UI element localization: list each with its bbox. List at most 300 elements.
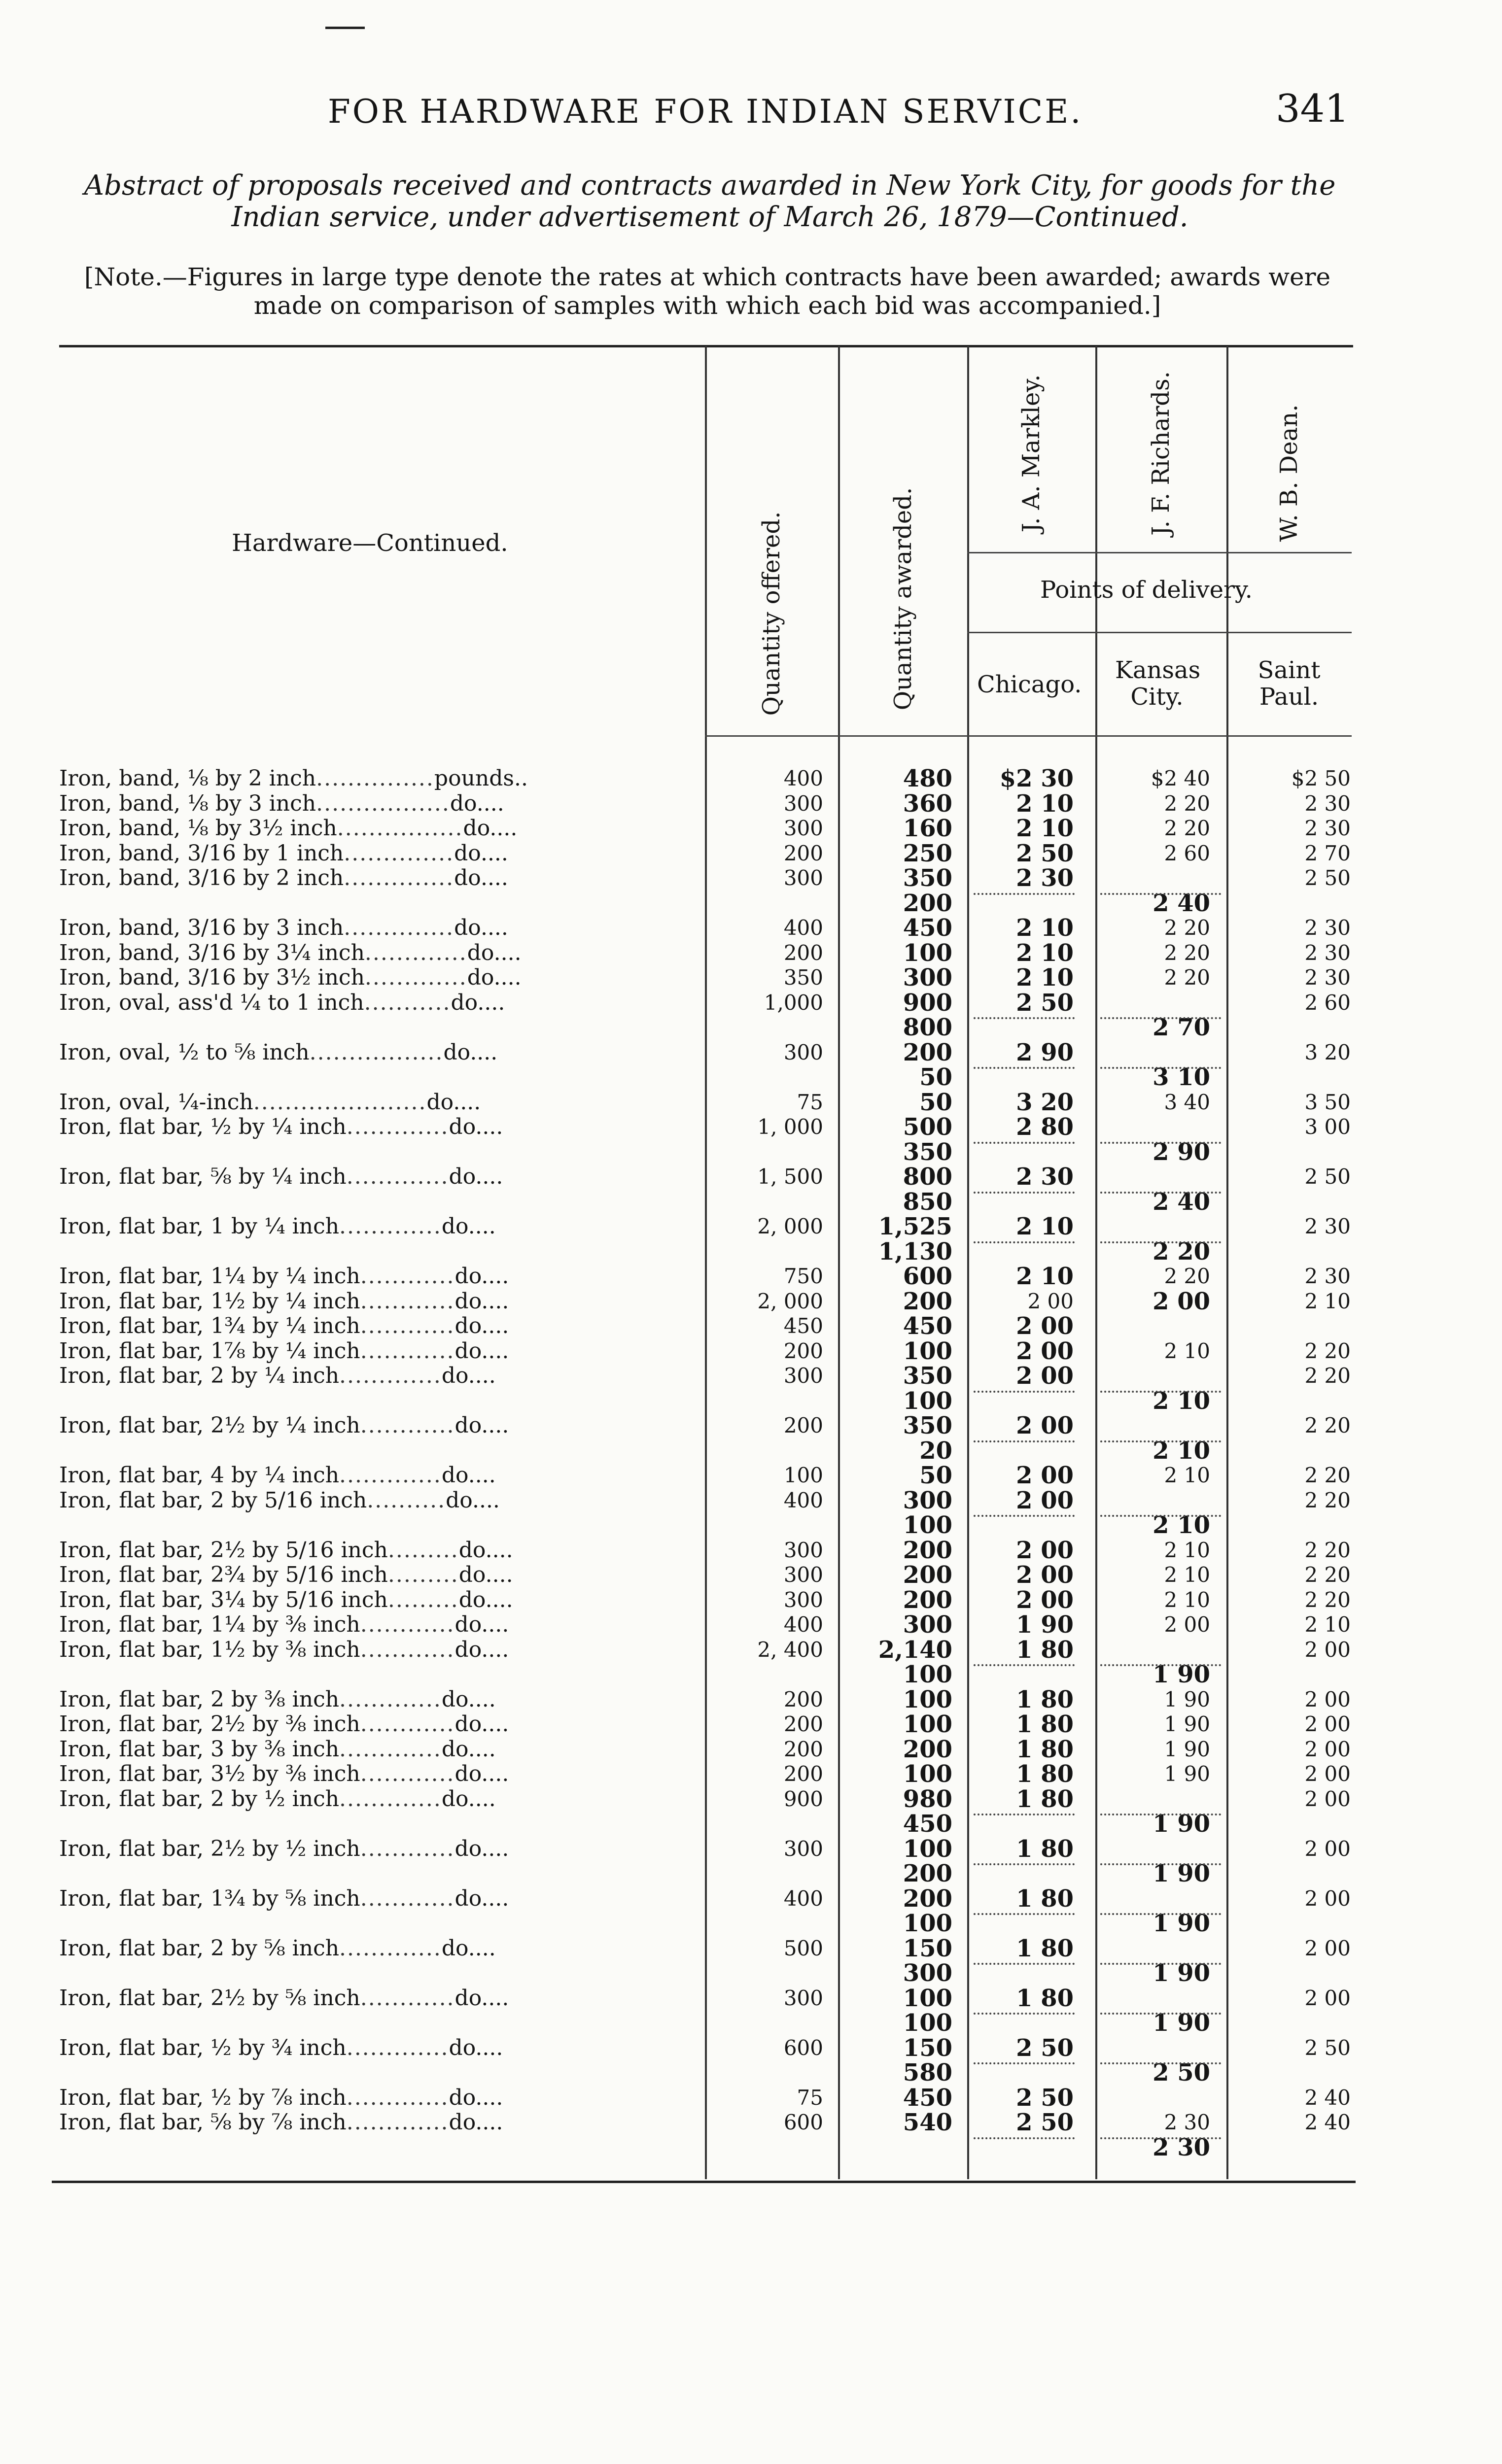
- price-chicago: 1 80: [1016, 1835, 1074, 1863]
- quantity-awarded-second: 580: [903, 2059, 952, 2087]
- table-row: [0, 1986, 1502, 2011]
- table-row-award-split: [0, 1015, 1502, 1040]
- leader-dots: .............: [346, 1114, 449, 1139]
- dotted-separator: [1100, 1913, 1221, 1915]
- table-row: [0, 1638, 1502, 1662]
- price-saint-paul: 2 30: [1304, 916, 1351, 940]
- quantity-awarded: 200: [903, 1884, 952, 1913]
- item-name: Iron, flat bar, 1 by ¼ inch: [59, 1214, 340, 1239]
- price-kansas-city: 2 00: [1164, 1612, 1210, 1637]
- leader-dots: .............: [364, 940, 467, 965]
- leader-dots: .............: [364, 965, 467, 990]
- leader-dots: ..............: [344, 865, 454, 890]
- dotted-separator: [974, 2137, 1075, 2139]
- item-name: Iron, flat bar, 1½ by ¼ inch: [59, 1288, 360, 1314]
- table-row-award-split: [0, 1239, 1502, 1264]
- item-name: Iron, flat bar, 2½ by ⅜ inch: [59, 1711, 360, 1737]
- price-chicago: $2 30: [999, 765, 1074, 792]
- quantity-offered: 300: [783, 1587, 823, 1612]
- quantity-awarded: 450: [903, 914, 952, 942]
- item-unit: do....: [454, 1711, 509, 1737]
- dotted-separator: [1100, 1192, 1221, 1194]
- dotted-separator: [1100, 1391, 1221, 1393]
- quantity-offered: 200: [783, 1762, 823, 1786]
- table-row: [0, 1289, 1502, 1314]
- table-row-award-split: [0, 1140, 1502, 1164]
- leader-dots: .............: [339, 1686, 442, 1712]
- leader-dots: .................: [309, 1039, 444, 1065]
- leader-dots: ............: [360, 1711, 455, 1737]
- item-name: Iron, flat bar, 2 by ⅝ inch: [59, 1935, 340, 1961]
- item-name: Iron, flat bar, 2½ by ½ inch: [59, 1836, 360, 1861]
- leader-dots: .............: [339, 1214, 442, 1239]
- leader-dots: ............: [360, 1264, 455, 1289]
- item-unit: do....: [454, 865, 508, 890]
- item-unit: do....: [467, 965, 522, 990]
- table-row: [0, 2110, 1502, 2135]
- quantity-offered: 75: [797, 1090, 823, 1114]
- dotted-separator: [974, 1863, 1075, 1865]
- table-row-award-split: [0, 1861, 1502, 1886]
- price-kansas-city: 2 20: [1164, 940, 1210, 965]
- table-row: [0, 1837, 1502, 1861]
- item-description: [59, 991, 693, 1015]
- price-kansas-city: 2 10: [1164, 1463, 1210, 1487]
- price-saint-paul: 2 40: [1304, 2085, 1351, 2110]
- quantity-offered: 200: [783, 1413, 823, 1437]
- quantity-offered: 750: [783, 1264, 823, 1288]
- dotted-separator: [1100, 1963, 1221, 1965]
- table-row: [0, 1787, 1502, 1812]
- price-kansas-city: 2 10: [1164, 1338, 1210, 1363]
- leader-dots: .........: [387, 1562, 459, 1587]
- item-unit: do....: [449, 1114, 503, 1139]
- item-unit: do....: [449, 1164, 503, 1189]
- price-saint-paul: 2 50: [1304, 1164, 1351, 1189]
- quantity-awarded: 800: [903, 1163, 952, 1191]
- item-unit: do....: [458, 1537, 513, 1563]
- quantity-awarded: 350: [903, 1412, 952, 1439]
- price-chicago: 2 50: [1016, 2109, 1074, 2136]
- quantity-offered: 2, 400: [757, 1637, 823, 1662]
- item-description: [59, 1214, 693, 1239]
- quantity-awarded: 200: [903, 1561, 952, 1589]
- item-name: Iron, flat bar, 2 by ⅜ inch: [59, 1686, 340, 1712]
- leader-dots: ............: [360, 1313, 455, 1338]
- dotted-separator: [974, 1440, 1075, 1442]
- item-name: Iron, flat bar, 3¼ by 5/16 inch: [59, 1587, 388, 1612]
- price-saint-paul: 2 70: [1304, 841, 1351, 865]
- item-name: Iron, band, 3/16 by 3¼ inch: [59, 940, 365, 965]
- price-chicago: 1 80: [1016, 1984, 1074, 2012]
- header-quantity-awarded: Quantity awarded.: [889, 487, 917, 711]
- price-chicago: 1 80: [1016, 1934, 1074, 1962]
- item-unit: do....: [454, 1761, 509, 1786]
- leader-dots: ..............: [344, 915, 454, 940]
- item-description: [59, 1936, 693, 1961]
- leader-dots: ...........: [364, 990, 451, 1015]
- quantity-offered: 300: [783, 816, 823, 840]
- price-kansas-city-awarded: 1 90: [1153, 1860, 1210, 1887]
- price-chicago: 2 00: [1016, 1561, 1074, 1589]
- quantity-awarded: 100: [903, 1337, 952, 1365]
- dotted-separator: [974, 1391, 1075, 1393]
- price-chicago: 2 90: [1016, 1038, 1074, 1066]
- price-kansas-city-awarded: 2 20: [1153, 1237, 1210, 1266]
- dotted-separator: [1100, 2013, 1221, 2015]
- item-name: Iron, flat bar, 2 by 5/16 inch: [59, 1487, 367, 1513]
- item-name: Iron, band, 3/16 by 2 inch: [59, 865, 344, 890]
- table-row: [0, 866, 1502, 890]
- item-name: Iron, band, ⅛ by 3 inch: [59, 790, 316, 816]
- leader-dots: ............: [360, 1413, 455, 1438]
- item-description: [59, 1886, 693, 1911]
- price-saint-paul: 2 00: [1304, 1712, 1351, 1736]
- price-saint-paul: 2 00: [1304, 1985, 1351, 2010]
- quantity-awarded-second: 850: [903, 1188, 952, 1216]
- leader-dots: .........: [387, 1537, 459, 1563]
- item-name: Iron, oval, ass'd ¼ to 1 inch: [59, 990, 364, 1015]
- table-row-award-split: [0, 1190, 1502, 1214]
- leader-dots: .............: [346, 1164, 449, 1189]
- price-saint-paul: 2 50: [1304, 2035, 1351, 2060]
- table-row: [0, 1687, 1502, 1712]
- price-saint-paul: 2 20: [1304, 1563, 1351, 1587]
- quantity-offered: 2, 000: [757, 1289, 823, 1313]
- quantity-awarded: 200: [903, 1735, 952, 1763]
- dotted-separator: [974, 893, 1075, 895]
- price-kansas-city: 2 20: [1164, 791, 1210, 816]
- item-name: Iron, flat bar, 2½ by ¼ inch: [59, 1413, 360, 1438]
- quantity-awarded: 300: [903, 1486, 952, 1514]
- leader-dots: .................: [316, 790, 450, 816]
- price-kansas-city-awarded: 2 10: [1153, 1437, 1210, 1465]
- price-saint-paul: 2 00: [1304, 1886, 1351, 1911]
- document-subtitle: Abstract of proposals received and contracts awarded in New York City, for goods for the Indian service, under advertisement of March 26, 1879—Continued.: [84, 170, 1336, 233]
- quantity-offered: 600: [783, 2035, 823, 2060]
- item-description: [59, 1289, 693, 1314]
- price-saint-paul: 2 60: [1304, 990, 1351, 1015]
- quantity-offered: 100: [783, 1463, 823, 1487]
- leader-dots: .............: [346, 2035, 449, 2060]
- price-chicago: 2 50: [1016, 839, 1074, 867]
- item-name: Iron, flat bar, 1¾ by ¼ inch: [59, 1313, 360, 1338]
- leader-dots: ............: [360, 1836, 455, 1861]
- leader-dots: ...............: [316, 766, 434, 791]
- price-chicago: 2 00: [1016, 1412, 1074, 1439]
- leader-dots: ............: [360, 1761, 455, 1786]
- price-chicago: 2 30: [1016, 864, 1074, 892]
- table-row: [0, 1214, 1502, 1239]
- quantity-awarded-second: 100: [903, 2009, 952, 2037]
- price-chicago: 2 50: [1016, 2084, 1074, 2112]
- item-description: [59, 1463, 693, 1488]
- leader-dots: .............: [339, 1736, 442, 1762]
- running-head: FOR HARDWARE FOR INDIAN SERVICE.: [328, 93, 1083, 131]
- item-description: [59, 1164, 693, 1189]
- quantity-awarded: 450: [903, 2084, 952, 2112]
- quantity-offered: 300: [783, 1563, 823, 1587]
- item-description: [59, 1712, 693, 1737]
- item-unit: do....: [441, 1935, 496, 1961]
- quantity-awarded: 1,525: [878, 1213, 952, 1240]
- quantity-offered: 200: [783, 1737, 823, 1761]
- item-description: [59, 1115, 693, 1139]
- price-saint-paul: 2 00: [1304, 1936, 1351, 1960]
- item-unit: do....: [449, 2035, 503, 2060]
- price-kansas-city: 2 20: [1164, 916, 1210, 940]
- item-description: [59, 1314, 693, 1338]
- item-description: [59, 1339, 693, 1364]
- table-row: [0, 1040, 1502, 1065]
- item-unit: do....: [443, 1039, 498, 1065]
- item-description: [59, 965, 693, 990]
- price-saint-paul: 2 00: [1304, 1637, 1351, 1662]
- item-name: Iron, flat bar, 2½ by 5/16 inch: [59, 1537, 388, 1563]
- item-unit: do....: [426, 1089, 481, 1115]
- quantity-offered: 300: [783, 866, 823, 890]
- quantity-awarded-second: 200: [903, 1860, 952, 1887]
- quantity-awarded-second: 50: [919, 1063, 952, 1091]
- quantity-awarded: 360: [903, 789, 952, 818]
- price-kansas-city: 2 10: [1164, 1563, 1210, 1587]
- price-saint-paul: 2 20: [1304, 1488, 1351, 1512]
- item-name: Iron, flat bar, 4 by ¼ inch: [59, 1463, 340, 1488]
- price-chicago: 1 80: [1016, 1685, 1074, 1713]
- item-name: Iron, oval, ¼-inch: [59, 1089, 253, 1115]
- price-kansas-city-awarded: 3 10: [1153, 1063, 1210, 1091]
- leader-dots: ......................: [253, 1089, 427, 1115]
- price-saint-paul: 3 00: [1304, 1115, 1351, 1139]
- leader-dots: ............: [360, 1885, 455, 1911]
- dotted-separator: [1100, 893, 1221, 895]
- price-chicago: 1 80: [1016, 1735, 1074, 1763]
- table-bottom-rule: [52, 2181, 1356, 2183]
- price-chicago: 2 00: [1016, 1362, 1074, 1390]
- quantity-awarded: 480: [903, 765, 952, 792]
- item-unit: do....: [467, 940, 522, 965]
- price-chicago: 2 10: [1016, 1263, 1074, 1290]
- table-row-award-split: [0, 1911, 1502, 1936]
- item-unit: do....: [454, 1985, 509, 2011]
- price-kansas-city-awarded: 2 50: [1153, 2059, 1210, 2087]
- header-bidder-dean: W. B. Dean.: [1275, 404, 1303, 542]
- price-kansas-city-awarded: 1 90: [1153, 1661, 1210, 1688]
- item-name: Iron, flat bar, 3 by ⅜ inch: [59, 1736, 340, 1762]
- item-name: Iron, flat bar, 3½ by ⅜ inch: [59, 1761, 360, 1786]
- quantity-awarded: 600: [903, 1263, 952, 1290]
- table-row: [0, 1538, 1502, 1563]
- item-description: [59, 916, 693, 940]
- quantity-awarded: 250: [903, 839, 952, 867]
- dotted-separator: [974, 2062, 1075, 2064]
- price-saint-paul: 2 00: [1304, 1762, 1351, 1786]
- item-description: [59, 2110, 693, 2135]
- dotted-separator: [974, 1017, 1075, 1019]
- dotted-separator: [1100, 1863, 1221, 1865]
- item-description: [59, 1413, 693, 1438]
- quantity-awarded-second: 450: [903, 1810, 952, 1838]
- item-name: Iron, flat bar, 1¾ by ⅝ inch: [59, 1885, 360, 1911]
- price-saint-paul: 2 30: [1304, 965, 1351, 990]
- item-name: Iron, flat bar, ½ by ¼ inch: [59, 1114, 347, 1139]
- table-row: [0, 941, 1502, 965]
- price-saint-paul: 2 20: [1304, 1364, 1351, 1388]
- quantity-awarded: 300: [903, 1611, 952, 1639]
- item-unit: do....: [446, 1487, 500, 1513]
- quantity-awarded: 50: [919, 1088, 952, 1116]
- dotted-separator: [1100, 1067, 1221, 1069]
- table-row: [0, 2036, 1502, 2060]
- price-saint-paul: 2 00: [1304, 1687, 1351, 1711]
- table-row: [0, 1762, 1502, 1786]
- item-unit: do....: [454, 1288, 509, 1314]
- dotted-separator: [1100, 1440, 1221, 1442]
- dotted-separator: [974, 1241, 1075, 1243]
- price-chicago: 2 00: [1016, 1536, 1074, 1564]
- item-name: Iron, flat bar, ½ by ⅞ inch: [59, 2085, 347, 2110]
- item-name: Iron, band, 3/16 by 3½ inch: [59, 965, 365, 990]
- quantity-awarded-second: 100: [903, 1387, 952, 1415]
- table-row: [0, 1612, 1502, 1637]
- price-kansas-city: 1 90: [1164, 1762, 1210, 1786]
- dotted-separator: [974, 1814, 1075, 1815]
- price-chicago: 1 80: [1016, 1884, 1074, 1913]
- price-saint-paul: 2 30: [1304, 816, 1351, 840]
- price-saint-paul: 2 30: [1304, 791, 1351, 816]
- price-kansas-city: 2 30: [1164, 2110, 1210, 2134]
- table-row: [0, 816, 1502, 841]
- leader-dots: .............: [339, 1935, 442, 1961]
- table-row-award-split: [0, 2135, 1502, 2160]
- price-kansas-city: 3 40: [1164, 1090, 1210, 1114]
- dotted-separator: [1100, 1017, 1221, 1019]
- price-chicago: 2 50: [1016, 2034, 1074, 2062]
- item-unit: do....: [454, 1313, 509, 1338]
- quantity-offered: 500: [783, 1936, 823, 1960]
- item-unit: do....: [454, 1612, 509, 1637]
- quantity-offered: 300: [783, 1538, 823, 1562]
- table-row-award-split: [0, 891, 1502, 916]
- note: [Note.—Figures in large type denote the rates at which contracts have been awarded; awards were made on comparison of samples with which each bid was accompanied.]: [84, 263, 1331, 320]
- quantity-awarded: 50: [919, 1462, 952, 1489]
- price-kansas-city-awarded: 2 40: [1153, 1188, 1210, 1216]
- quantity-awarded: 100: [903, 1711, 952, 1738]
- quantity-offered: 300: [783, 1040, 823, 1064]
- item-description: [59, 1687, 693, 1712]
- item-name: Iron, flat bar, 2¾ by 5/16 inch: [59, 1562, 388, 1587]
- quantity-awarded-second: 100: [903, 1511, 952, 1539]
- header-quantity-offered: Quantity offered.: [758, 511, 785, 716]
- item-name: Iron, oval, ½ to ⅝ inch: [59, 1039, 310, 1065]
- table-row: [0, 1563, 1502, 1587]
- price-kansas-city: 1 90: [1164, 1687, 1210, 1711]
- price-saint-paul: 2 40: [1304, 2110, 1351, 2134]
- item-name: Iron, band, 3/16 by 3 inch: [59, 915, 344, 940]
- leader-dots: ............: [360, 1985, 455, 2011]
- header-points-of-delivery: Points of delivery.: [1040, 576, 1253, 604]
- price-kansas-city-awarded: 2 30: [1153, 2133, 1210, 2161]
- quantity-offered: 300: [783, 1836, 823, 1861]
- price-kansas-city: 2 60: [1164, 841, 1210, 865]
- item-unit: do....: [458, 1587, 513, 1612]
- item-description: [59, 1090, 693, 1115]
- item-unit: do....: [454, 1338, 509, 1364]
- quantity-awarded: 200: [903, 1287, 952, 1315]
- item-unit: pounds..: [434, 766, 528, 791]
- leader-dots: .............: [346, 2110, 449, 2135]
- quantity-awarded: 200: [903, 1038, 952, 1066]
- quantity-offered: 200: [783, 1712, 823, 1736]
- item-description: [59, 1612, 693, 1637]
- dotted-separator: [974, 1515, 1075, 1517]
- price-chicago: 2 00: [1016, 1486, 1074, 1514]
- item-unit: do....: [449, 2085, 503, 2110]
- quantity-offered: 1,000: [764, 990, 823, 1015]
- item-unit: do....: [441, 1363, 496, 1388]
- header-hardware: Hardware—Continued.: [232, 529, 508, 557]
- item-unit: do....: [454, 915, 508, 940]
- table-row-award-split: [0, 1513, 1502, 1538]
- table-row: [0, 1488, 1502, 1513]
- leader-dots: .............: [339, 1363, 442, 1388]
- item-unit: do....: [458, 1562, 513, 1587]
- quantity-awarded: 450: [903, 1312, 952, 1340]
- price-kansas-city-awarded: 1 90: [1153, 1959, 1210, 1987]
- item-unit: do....: [450, 790, 504, 816]
- price-chicago: 2 30: [1016, 1163, 1074, 1191]
- dotted-separator: [1100, 1664, 1221, 1666]
- quantity-awarded: 100: [903, 1760, 952, 1788]
- price-kansas-city: $2 40: [1151, 766, 1210, 790]
- quantity-offered: 1, 000: [757, 1115, 823, 1139]
- price-chicago: 2 10: [1016, 1213, 1074, 1240]
- quantity-awarded: 160: [903, 815, 952, 842]
- item-description: [59, 1563, 693, 1587]
- item-description: [59, 1787, 693, 1812]
- table-row-award-split: [0, 1438, 1502, 1463]
- price-chicago: 2 10: [1016, 964, 1074, 992]
- table-row-award-split: [0, 2011, 1502, 2035]
- item-description: [59, 766, 693, 791]
- price-kansas-city: 2 10: [1164, 1587, 1210, 1612]
- header-bottom-rule: [705, 735, 1352, 737]
- quantity-awarded-second: 100: [903, 1910, 952, 1937]
- price-chicago: 2 00: [1016, 1462, 1074, 1489]
- item-description: [59, 1364, 693, 1388]
- item-description: [59, 941, 693, 965]
- quantity-offered: 400: [783, 916, 823, 940]
- quantity-offered: 300: [783, 1364, 823, 1388]
- item-description: [59, 1762, 693, 1786]
- table-row: [0, 1936, 1502, 1961]
- quantity-awarded: 150: [903, 2034, 952, 2062]
- quantity-awarded: 100: [903, 1685, 952, 1713]
- quantity-awarded: 900: [903, 989, 952, 1017]
- quantity-offered: 350: [783, 965, 823, 990]
- price-saint-paul: 2 20: [1304, 1413, 1351, 1437]
- price-saint-paul: 2 30: [1304, 940, 1351, 965]
- header-bidder-markley: J. A. Markley.: [1017, 374, 1045, 533]
- price-chicago: 1 80: [1016, 1636, 1074, 1664]
- quantity-awarded: 300: [903, 964, 952, 992]
- price-chicago: 1 80: [1016, 1760, 1074, 1788]
- item-unit: do....: [454, 1637, 509, 1662]
- quantity-awarded-second: 100: [903, 1661, 952, 1688]
- item-unit: do....: [441, 1736, 496, 1762]
- dotted-separator: [1100, 1515, 1221, 1517]
- item-name: Iron, flat bar, 2½ by ⅝ inch: [59, 1985, 360, 2011]
